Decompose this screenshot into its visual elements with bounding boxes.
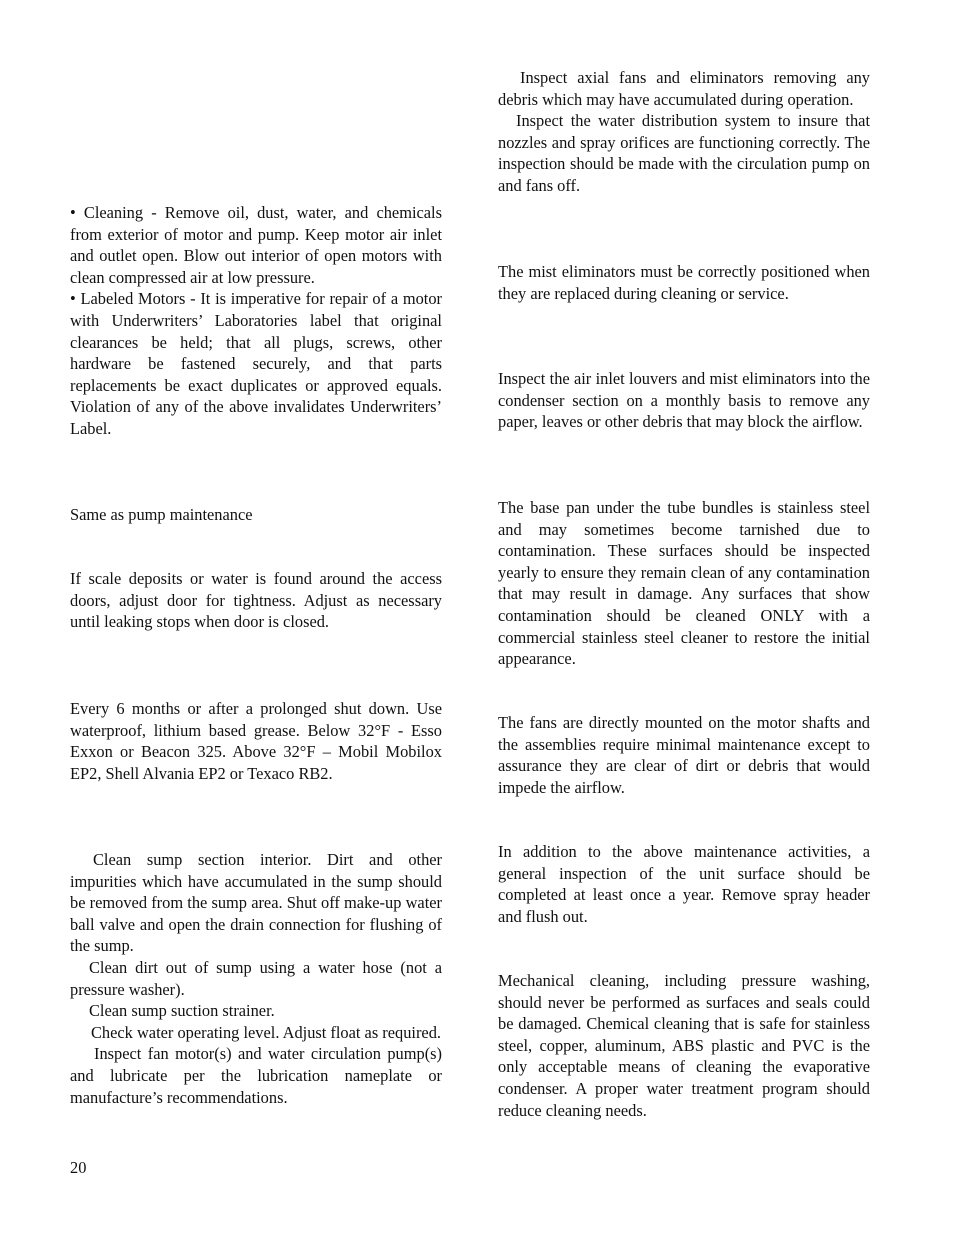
paragraph-text: Every 6 months or after a prolonged shut down. Use waterproof, lithium based grease. Below 32°F - Esso Exxon or Beacon 325. Above 32°F – Mobil Mobilox EP2, Shell Alvania EP2 or Texaco RB2. <box>70 699 442 783</box>
paragraph-text: The fans are directly mounted on the motor shafts and the assemblies require minimal maintenance except to assurance they are clear of dirt or debris that would impede the airflow. <box>498 713 870 797</box>
pump-maintenance-note <box>70 504 442 526</box>
mist-eliminator-section <box>498 261 870 304</box>
motor-cleaning-section <box>70 202 442 440</box>
air-inlet-section <box>498 368 870 433</box>
sump-interior-text: Clean sump section interior. Dirt and other impurities which have accumulated in the sump should be removed from the sump area. Shut off make-up water ball valve and open the drain connection for flushing of the sump. <box>70 850 442 956</box>
mechanical-cleaning-section <box>498 970 870 1121</box>
fan-motor-text: Inspect fan motor(s) and water circulation pump(s) and lubricate per the lubrication nameplate or manufacture’s recommendations. <box>70 1044 442 1107</box>
water-distribution-text: Inspect the water distribution system to insure that nozzles and spray orifices are functioning correctly. The inspection should be made with the circulation pump on and fans off. <box>498 111 870 195</box>
water-level-text: Check water operating level. Adjust float as required. <box>91 1022 442 1042</box>
paragraph-text: Same as pump maintenance <box>70 505 253 524</box>
fan-inspection-section <box>498 67 870 197</box>
general-inspection-section <box>498 841 870 927</box>
sump-strainer-text: Clean sump suction strainer. <box>89 1001 275 1021</box>
cleaning-bullet: • Cleaning - Remove oil, dust, water, and chemicals from exterior of motor and pump. Keep motor air inlet and outlet open. Blow out interior of open motors with clean compressed air at low pressure. <box>70 203 442 287</box>
lubrication-section <box>70 698 442 784</box>
paragraph-text: The mist eliminators must be correctly positioned when they are replaced during cleaning or service. <box>498 262 870 303</box>
access-door-section <box>70 568 442 633</box>
labeled-motors-bullet: • Labeled Motors - It is imperative for repair of a motor with Underwriters’ Laboratories label that original clearances be held; that all plugs, screws, other hardware be fastened securely, and that parts replacements be exact duplicates or approved equals. Violation of any of the above invalidates Underwriters’ Label. <box>70 289 442 438</box>
paragraph-text: The base pan under the tube bundles is stainless steel and may sometimes become tarnished due to contamination. These surfaces should be inspected yearly to ensure they remain clean of any contamination that may result in damage. Any surfaces that show contamination should be cleaned ONLY with a commercial stainless steel cleaner to restore the initial appearance. <box>498 498 870 669</box>
base-pan-section <box>498 497 870 670</box>
paragraph-text: Inspect the air inlet louvers and mist eliminators into the condenser section on a monthly basis to remove any paper, leaves or other debris that may block the airflow. <box>498 369 870 432</box>
axial-fans-text: Inspect axial fans and eliminators removing any debris which may have accumulated during operation. <box>498 68 870 109</box>
sump-hose-text: Clean dirt out of sump using a water hose (not a pressure washer). <box>70 957 442 999</box>
paragraph-text: In addition to the above maintenance activities, a general inspection of the unit surface should be completed at least once a year. Remove spray header and flush out. <box>498 842 870 926</box>
sump-cleaning-section <box>70 849 442 1108</box>
page-number: 20 <box>70 1158 87 1177</box>
paragraph-text: If scale deposits or water is found around the access doors, adjust door for tightness. Adjust as necessary until leaking stops when door is closed. <box>70 569 442 632</box>
fan-assembly-section <box>498 712 870 798</box>
paragraph-text: Mechanical cleaning, including pressure washing, should never be performed as surfaces and seals could be damaged. Chemical cleaning that is safe for stainless steel, copper, aluminum, ABS plastic and PVC is the only acceptable means of cleaning the evaporative condenser. A proper water treatment program should reduce cleaning needs. <box>498 971 870 1120</box>
